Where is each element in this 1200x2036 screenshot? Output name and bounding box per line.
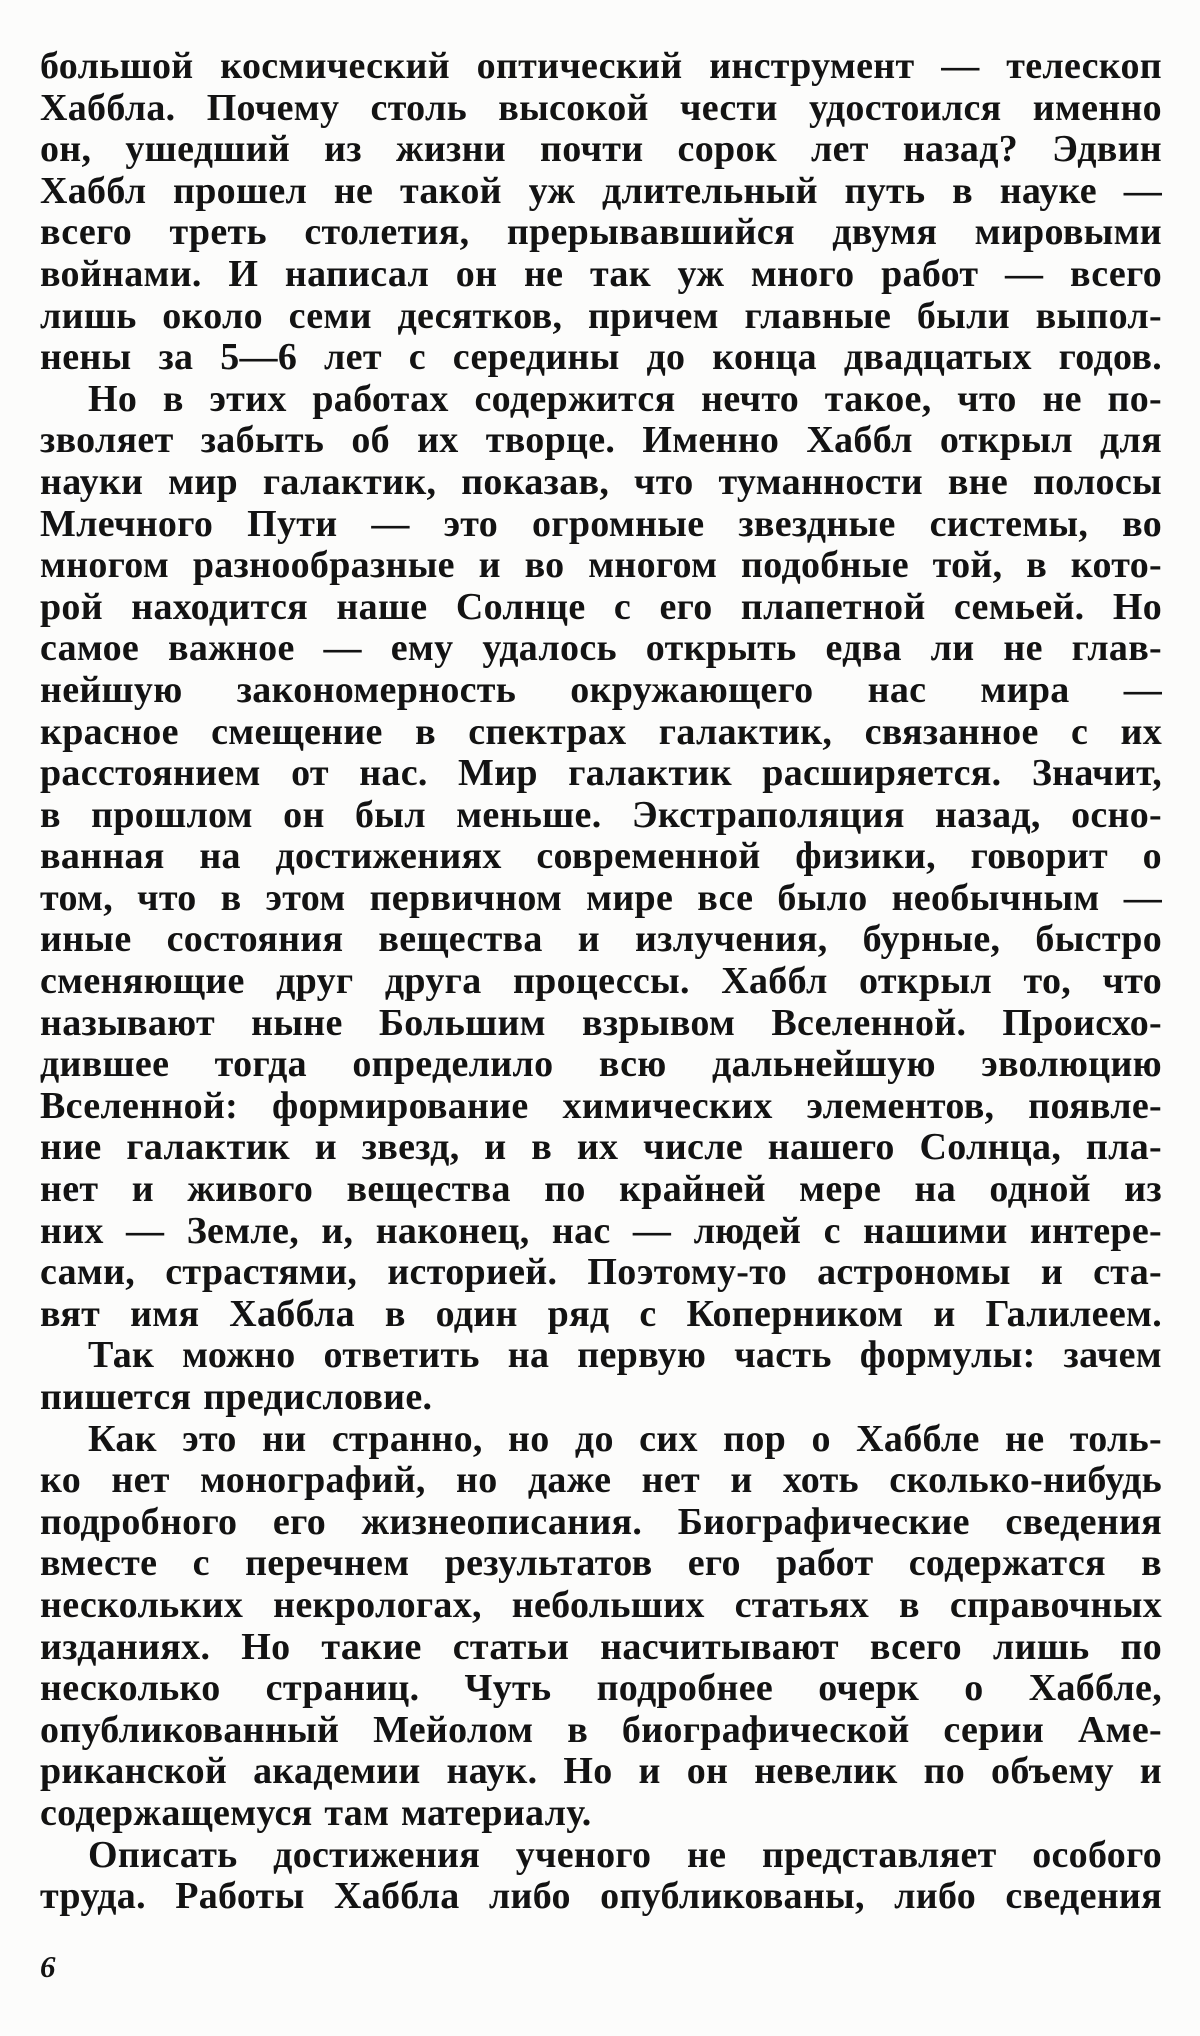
text-line: войнами. И написал он не так уж много работ — всего xyxy=(40,252,1162,295)
text-line: вместе с перечнем результатов его работ содержатся в xyxy=(40,1542,1162,1585)
text-line: Хаббл прошел не такой уж длительный путь в науке — xyxy=(40,169,1162,212)
text-line: Млечного Пути — это огромные звездные системы, во xyxy=(40,502,1162,545)
text-line: в прошлом он был меньше. Экстраполяция назад, осно- xyxy=(40,793,1162,836)
text-line: многом разнообразные и во многом подобные той, в кото- xyxy=(40,544,1162,587)
text-line: ванная на достижениях современной физики, говорит о xyxy=(40,835,1162,878)
text-line: зволяет забыть об их творце. Именно Хаббл открыл для xyxy=(40,419,1162,462)
text-line: Описать достижения ученого не представляет особого xyxy=(88,1833,1162,1876)
text-line: подробного его жизнеописания. Биографические сведения xyxy=(40,1500,1162,1543)
text-line: несколько страниц. Чуть подробнее очерк о Хаббле, xyxy=(40,1667,1162,1710)
text-line: нескольких некрологах, небольших статьях в справочных xyxy=(40,1583,1162,1626)
text-line: ние галактик и звезд, и в их числе нашего Солнца, пла- xyxy=(40,1126,1162,1169)
text-line: нены за 5—6 лет с середины до конца двадцатых годов. xyxy=(40,336,1162,379)
text-line: содержащемуся там материалу. xyxy=(40,1791,592,1834)
text-line: сменяющие друг друга процессы. Хаббл открыл то, что xyxy=(40,960,1162,1003)
text-line: том, что в этом первичном мире все было необычным — xyxy=(40,876,1162,919)
text-line: самое важное — ему удалось открыть едва ли не глав- xyxy=(40,627,1162,670)
text-line: Так можно ответить на первую часть формулы: зачем xyxy=(88,1334,1162,1377)
text-line: нет и живого вещества по крайней мере на одной из xyxy=(40,1168,1162,1211)
text-line: красное смещение в спектрах галактик, связанное с их xyxy=(40,710,1162,753)
text-line: большой космический оптический инструмент — телескоп xyxy=(40,45,1162,87)
text-line: опубликованный Мейолом в биографической серии Аме- xyxy=(40,1708,1162,1751)
text-line: труда. Работы Хаббла либо опубликованы, либо сведения xyxy=(40,1875,1162,1918)
text-line: Хаббла. Почему столь высокой чести удостоился именно xyxy=(40,86,1162,129)
text-line: дившее тогда определило всю дальнейшую эволюцию xyxy=(40,1043,1162,1086)
text-line: риканской академии наук. Но и он невелик по объему и xyxy=(40,1750,1162,1793)
text-line: пишется предисловие. xyxy=(40,1376,433,1418)
page-text-block xyxy=(40,46,1162,1918)
text-line: расстоянием от нас. Мир галактик расширяется. Значит, xyxy=(40,752,1162,795)
text-line: всего треть столетия, прерывавшийся двумя мировыми xyxy=(40,211,1162,254)
text-line: изданиях. Но такие статьи насчитывают всего лишь по xyxy=(40,1625,1162,1668)
text-line: Вселенной: формирование химических элементов, появле- xyxy=(40,1084,1162,1127)
text-line: он, ушедший из жизни почти сорок лет назад? Эдвин xyxy=(40,128,1162,171)
text-line: них — Земле, и, наконец, нас — людей с нашими интере- xyxy=(40,1209,1162,1252)
text-line: иные состояния вещества и излучения, бурные, быстро xyxy=(40,918,1162,961)
text-line: Как это ни странно, но до сих пор о Хаббле не толь- xyxy=(88,1417,1162,1460)
text-line: лишь около семи десятков, причем главные были выпол- xyxy=(40,294,1162,337)
text-line: сами, страстями, историей. Поэтому-то астрономы и ста- xyxy=(40,1251,1162,1294)
text-line: называют ныне Большим взрывом Вселенной. Происхо- xyxy=(40,1001,1162,1044)
text-line: нейшую закономерность окружающего нас мира — xyxy=(40,668,1162,711)
text-line: вят имя Хаббла в один ряд с Коперником и Галилеем. xyxy=(40,1292,1162,1335)
text-line: Но в этих работах содержится нечто такое, что не по- xyxy=(88,377,1162,420)
page-number: 6 xyxy=(40,1949,56,1984)
text-line: науки мир галактик, показав, что туманности вне полосы xyxy=(40,460,1162,503)
text-line: ко нет монографий, но даже нет и хоть сколько-нибудь xyxy=(40,1459,1162,1502)
text-line: рой находится наше Солнце с его плапетной семьей. Но xyxy=(40,585,1162,628)
